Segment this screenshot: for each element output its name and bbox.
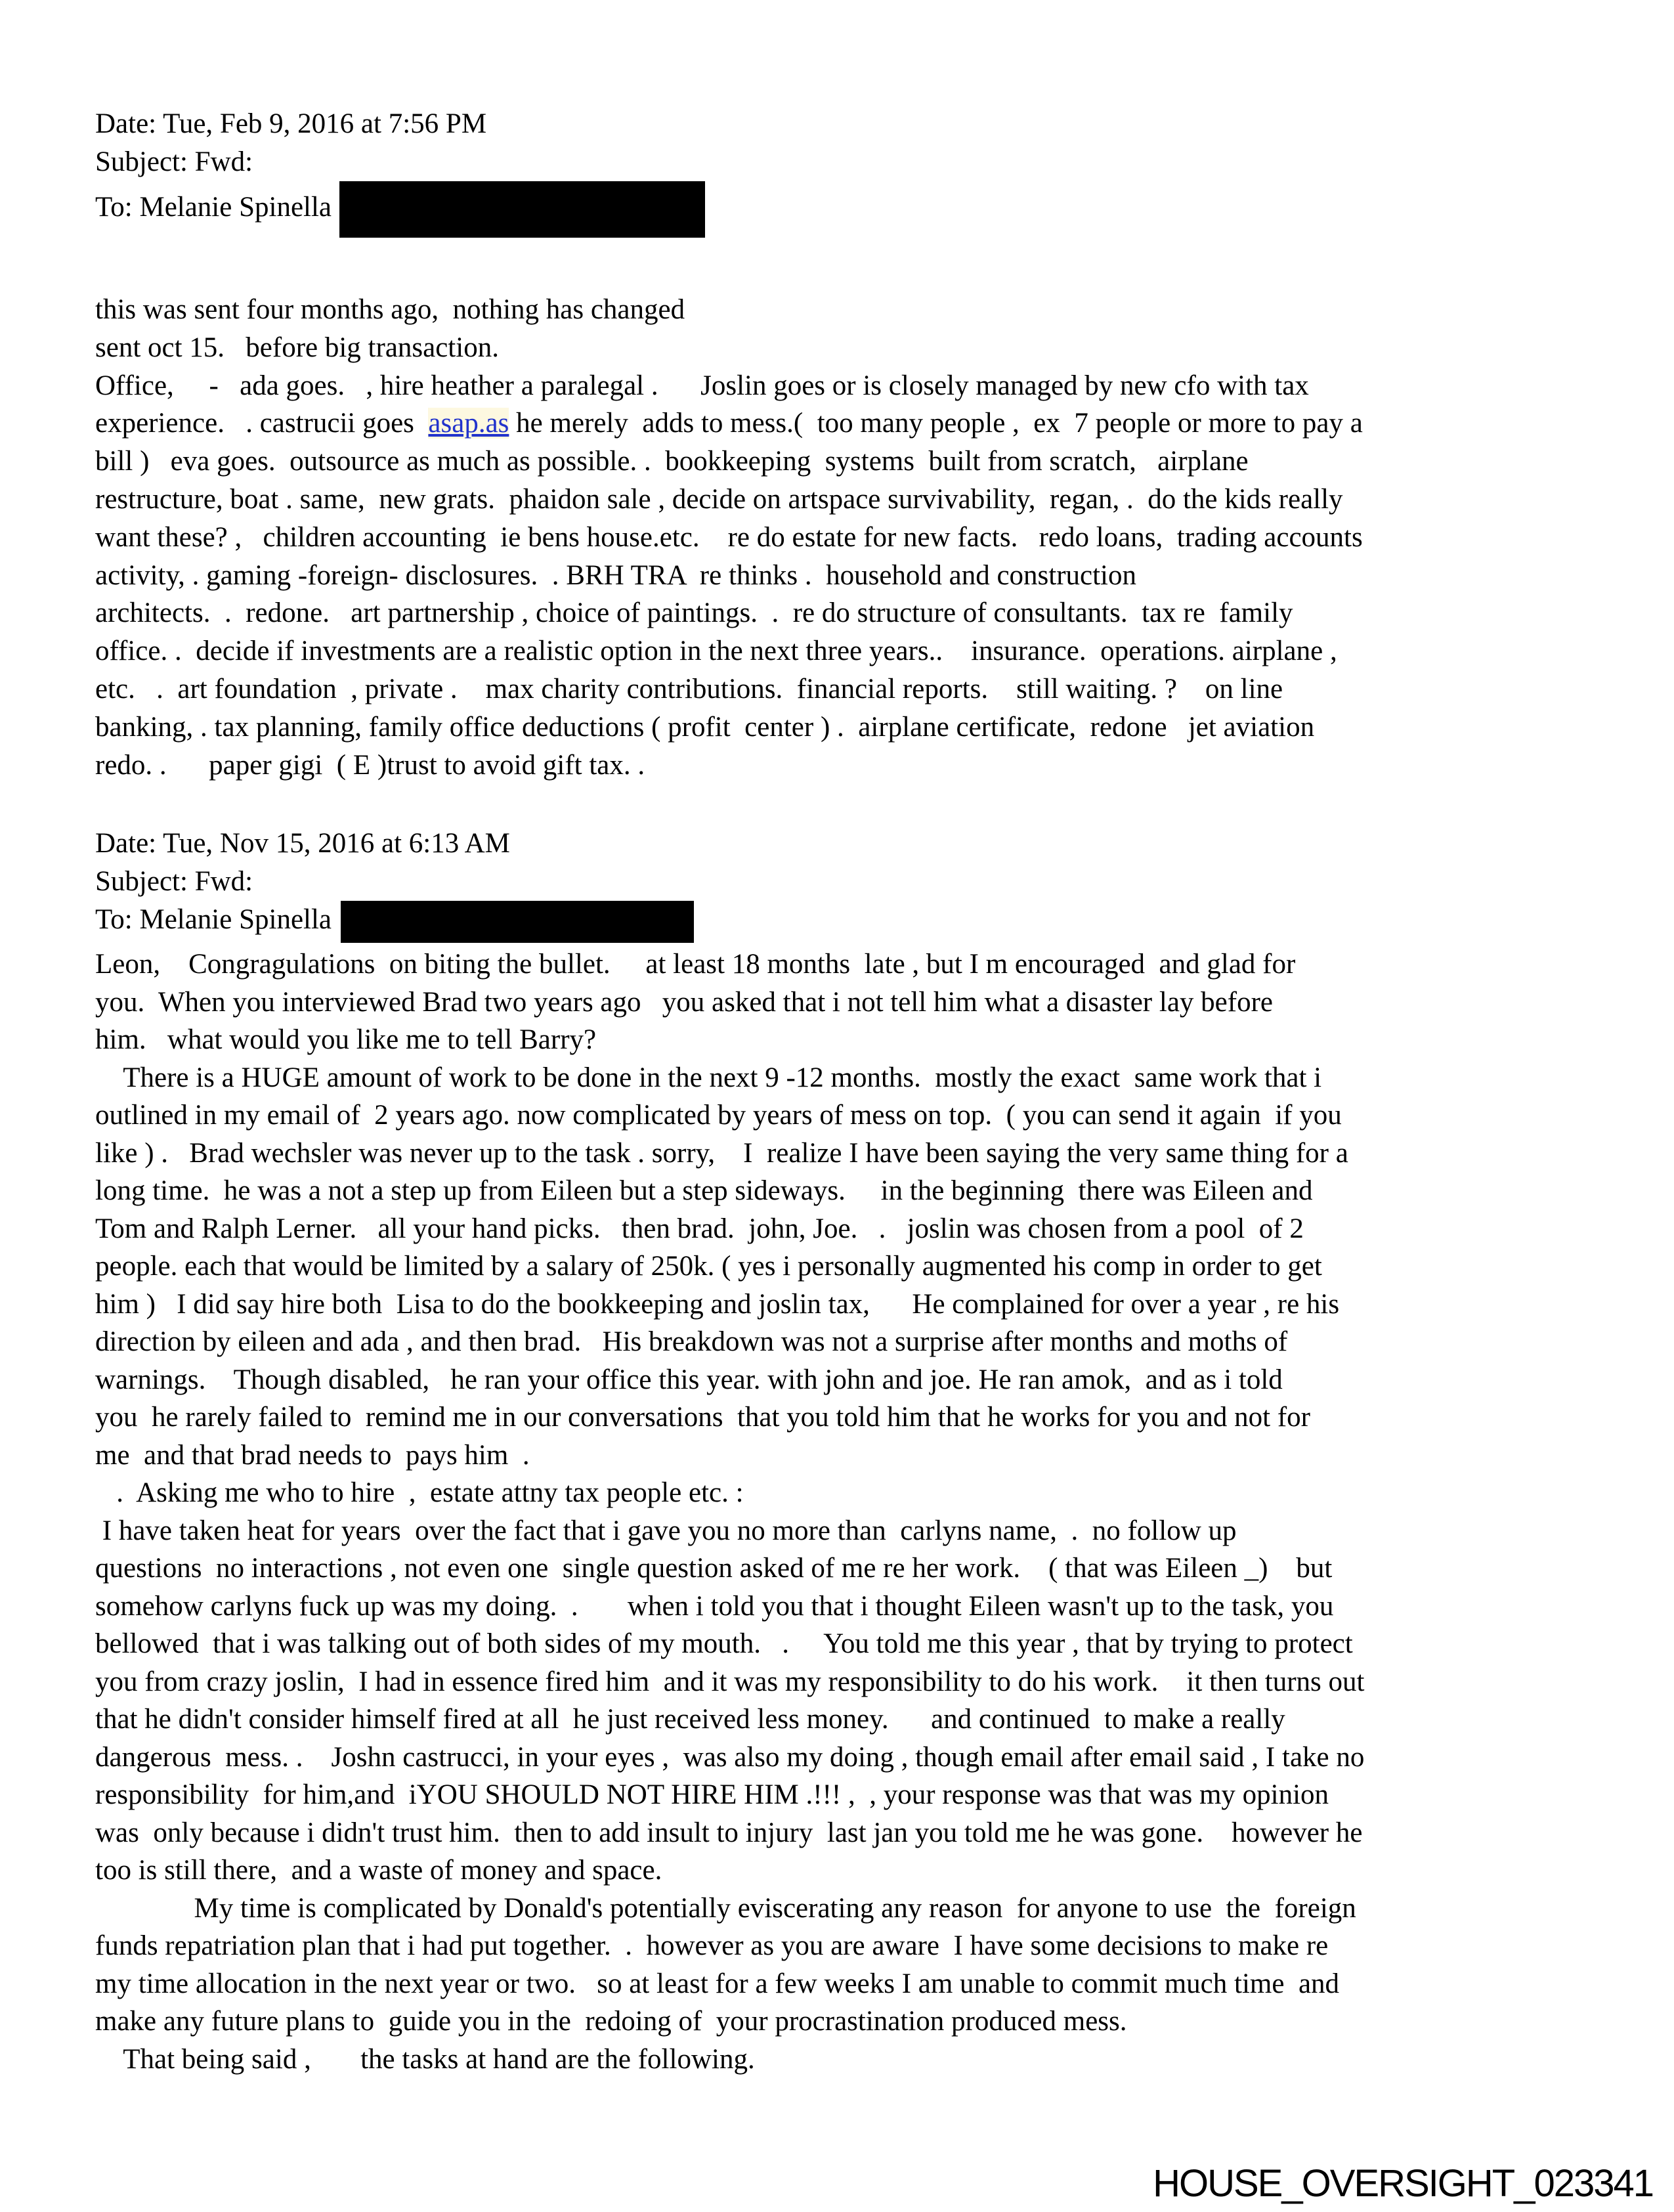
- body-line: you he rarely failed to remind me in our conversations that you told him that he works for you and not for: [95, 1402, 1310, 1433]
- body-line: you from crazy joslin, I had in essence fired him and it was my responsibility to do his work. it then turns out: [95, 1666, 1365, 1697]
- body-line: like ) . Brad wechsler was never up to the task . sorry, I realize I have been saying the very same thing for a: [95, 1137, 1348, 1169]
- body-line: was only because i didn't trust him. then to add insult to injury last jan you told me he was gone. however he: [95, 1817, 1363, 1848]
- body-line: office. . decide if investments are a realistic option in the next three years.. insurance. operations. airplane ,: [95, 636, 1337, 667]
- email2-body: [95, 945, 1365, 2078]
- body-line: my time allocation in the next year or two. so at least for a few weeks I am unable to commit much time and: [95, 1968, 1340, 1999]
- body-line: make any future plans to guide you in the redoing of your procrastination produced mess.: [95, 2006, 1127, 2037]
- body-line: dangerous mess. . Joshn castrucci, in your eyes , was also my doing , though email after email said , I take no: [95, 1741, 1365, 1773]
- body-line: that he didn't consider himself fired at all he just received less money. and continued to make a really: [95, 1704, 1285, 1735]
- body-line: bellowed that i was talking out of both sides of my mouth. . You told me this year , that by trying to protect: [95, 1628, 1353, 1659]
- redaction-bar: [339, 181, 705, 238]
- body-line: me and that brad needs to pays him .: [95, 1439, 530, 1471]
- body-line: people. each that would be limited by a salary of 250k. ( yes i personally augmented his comp in order to get: [95, 1251, 1322, 1282]
- email1-to-line: [95, 181, 705, 238]
- email2-to-text: To: Melanie Spinella: [95, 903, 332, 935]
- body-line: direction by eileen and ada , and then brad. His breakdown was not a surprise after months and moths of: [95, 1326, 1288, 1357]
- link-line-before: experience. . castrucii goes: [95, 408, 429, 439]
- body-line: My time is complicated by Donald's potentially eviscerating any reason for anyone to use the foreign: [95, 1892, 1356, 1924]
- email2-header: [95, 825, 694, 943]
- body-line: Tom and Ralph Lerner. all your hand picks. then brad. john, Joe. . joslin was chosen from a pool of 2: [95, 1213, 1304, 1244]
- body-line: questions no interactions , not even one single question asked of me re her work. ( that was Eileen _) but: [95, 1553, 1333, 1584]
- email1-header: [95, 105, 705, 238]
- body-line: activity, . gaming -foreign- disclosures. . BRH TRA re thinks . household and construction: [95, 559, 1137, 591]
- body-line: banking, . tax planning, family office deductions ( profit center ) . airplane certificate, redone jet aviation: [95, 711, 1315, 743]
- body-line: responsibility for him,and iYOU SHOULD NOT HIRE HIM .!!! , , your response was that was my opinion: [95, 1779, 1329, 1810]
- email1-subject-line: Subject: Fwd:: [95, 146, 253, 177]
- body-line: funds repatriation plan that i had put together. . however as you are aware I have some decisions to make re: [95, 1930, 1329, 1961]
- body-line: this was sent four months ago, nothing has changed: [95, 294, 685, 325]
- body-line-with-link: [95, 404, 1363, 443]
- body-line: him. what would you like me to tell Barry?: [95, 1024, 597, 1055]
- body-line: you. When you interviewed Brad two years ago you asked that i not tell him what a disaster lay before: [95, 986, 1273, 1018]
- body-line: That being said , the tasks at hand are the following.: [95, 2043, 755, 2075]
- body-line: want these? , children accounting ie bens house.etc. re do estate for new facts. redo loans, trading accounts: [95, 521, 1363, 553]
- body-line: bill ) eva goes. outsource as much as possible. . bookkeeping systems built from scratch, airplane: [95, 446, 1249, 477]
- body-line: I have taken heat for years over the fact that i gave you no more than carlyns name, . no follow up: [95, 1515, 1237, 1546]
- body-line: outlined in my email of 2 years ago. now complicated by years of mess on top. ( you can send it again if you: [95, 1100, 1342, 1131]
- body-line: Office, - ada goes. , hire heather a paralegal . Joslin goes or is closely managed by new cfo with tax: [95, 370, 1309, 401]
- body-line: somehow carlyns fuck up was my doing. . when i told you that i thought Eileen wasn't up to the task, you: [95, 1590, 1334, 1622]
- body-line: long time. he was a not a step up from Eileen but a step sideways. in the beginning there was Eileen and: [95, 1175, 1313, 1206]
- body-line: sent oct 15. before big transaction.: [95, 332, 499, 363]
- body-line: him ) I did say hire both Lisa to do the bookkeeping and joslin tax, He complained for over a year , re his: [95, 1288, 1340, 1320]
- email2-to-line: [95, 901, 694, 943]
- link-line-after: he merely adds to mess.( too many people , ex 7 people or more to pay a: [509, 408, 1363, 439]
- redaction-bar: [341, 901, 694, 943]
- body-line: architects. . redone. art partnership , choice of paintings. . re do structure of consultants. tax re family: [95, 597, 1293, 629]
- email1-to-text: To: Melanie Spinella: [95, 191, 332, 223]
- body-line: . Asking me who to hire , estate attny tax people etc. :: [95, 1477, 744, 1508]
- email1-date-line: Date: Tue, Feb 9, 2016 at 7:56 PM: [95, 108, 487, 139]
- email1-body: [95, 291, 1363, 784]
- body-line: etc. . art foundation , private . max charity contributions. financial reports. still waiting. ? on line: [95, 673, 1283, 705]
- body-line: warnings. Though disabled, he ran your office this year. with john and joe. He ran amok, and as i told: [95, 1364, 1283, 1395]
- body-line: There is a HUGE amount of work to be done in the next 9 -12 months. mostly the exact same work that i: [95, 1062, 1322, 1093]
- bates-number: HOUSE_OVERSIGHT_023341: [1153, 2162, 1653, 2205]
- email2-subject-line: Subject: Fwd:: [95, 865, 253, 897]
- body-line: restructure, boat . same, new grats. phaidon sale , decide on artspace survivability, regan, . do the kids really: [95, 483, 1343, 515]
- body-line: redo. . paper gigi ( E )trust to avoid gift tax. .: [95, 749, 645, 781]
- email2-date-line: Date: Tue, Nov 15, 2016 at 6:13 AM: [95, 828, 510, 859]
- body-line: Leon, Congragulations on biting the bullet. at least 18 months late , but I m encouraged and glad for: [95, 949, 1296, 980]
- asap-link[interactable]: asap.as: [428, 408, 509, 439]
- body-line: too is still there, and a waste of money and space.: [95, 1855, 662, 1886]
